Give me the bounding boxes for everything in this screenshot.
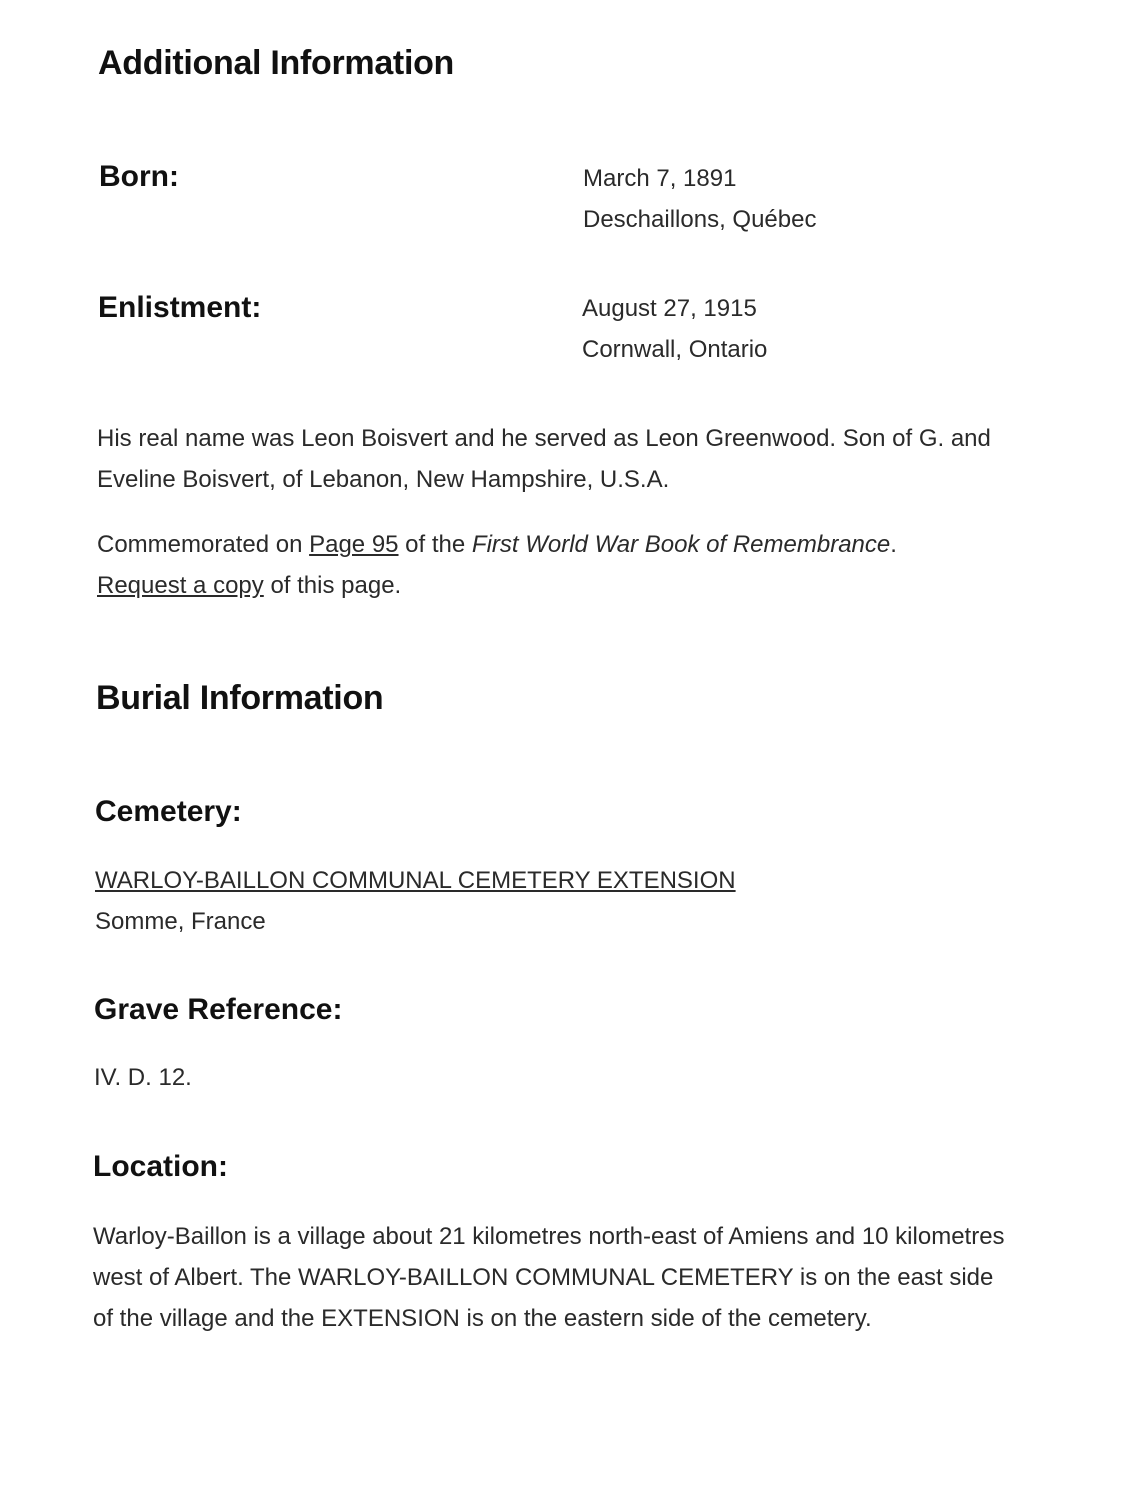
page-95-link[interactable]: Page 95 xyxy=(309,531,399,558)
grave-reference-label: Grave Reference: xyxy=(94,993,343,1026)
commemoration-suffix: of this page. xyxy=(263,572,402,599)
born-value xyxy=(583,158,816,240)
additional-information-heading: Additional Information xyxy=(98,44,455,82)
burial-information-heading: Burial Information xyxy=(96,679,384,717)
commemoration-text xyxy=(97,524,897,606)
cemetery-value xyxy=(95,860,736,942)
commemoration-after-title: . xyxy=(890,531,897,558)
request-copy-link[interactable]: Request a copy xyxy=(97,572,264,599)
born-place: Deschaillons, Québec xyxy=(583,206,817,233)
cemetery-label: Cemetery: xyxy=(95,795,242,828)
grave-reference-value: IV. D. 12. xyxy=(94,1064,192,1091)
enlistment-value xyxy=(582,288,767,370)
location-label: Location: xyxy=(93,1150,228,1183)
cemetery-name-link[interactable]: WARLOY-BAILLON COMMUNAL CEMETERY EXTENSION xyxy=(95,867,736,894)
real-name-note: His real name was Leon Boisvert and he served as Leon Greenwood. Son of G. and Eveline Boisvert, of Lebanon, New Hampshire, U.S.A. xyxy=(97,425,991,493)
book-title: First World War Book of Remembrance xyxy=(471,531,891,558)
location-description: Warloy-Baillon is a village about 21 kilometres north-east of Amiens and 10 kilometres west of Albert. The WARLOY-BAILLON COMMUNAL CEMETERY is on the east side of the village and the EXTENSION is on the eastern side of the cemetery. xyxy=(93,1223,1005,1332)
enlistment-place: Cornwall, Ontario xyxy=(582,336,768,363)
commemoration-mid: of the xyxy=(398,531,472,558)
enlistment-label: Enlistment: xyxy=(98,291,262,324)
cemetery-region: Somme, France xyxy=(95,908,266,935)
born-date: March 7, 1891 xyxy=(583,165,737,192)
born-label: Born: xyxy=(99,160,179,193)
commemoration-prefix: Commemorated on xyxy=(97,531,310,558)
enlistment-date: August 27, 1915 xyxy=(582,295,757,322)
